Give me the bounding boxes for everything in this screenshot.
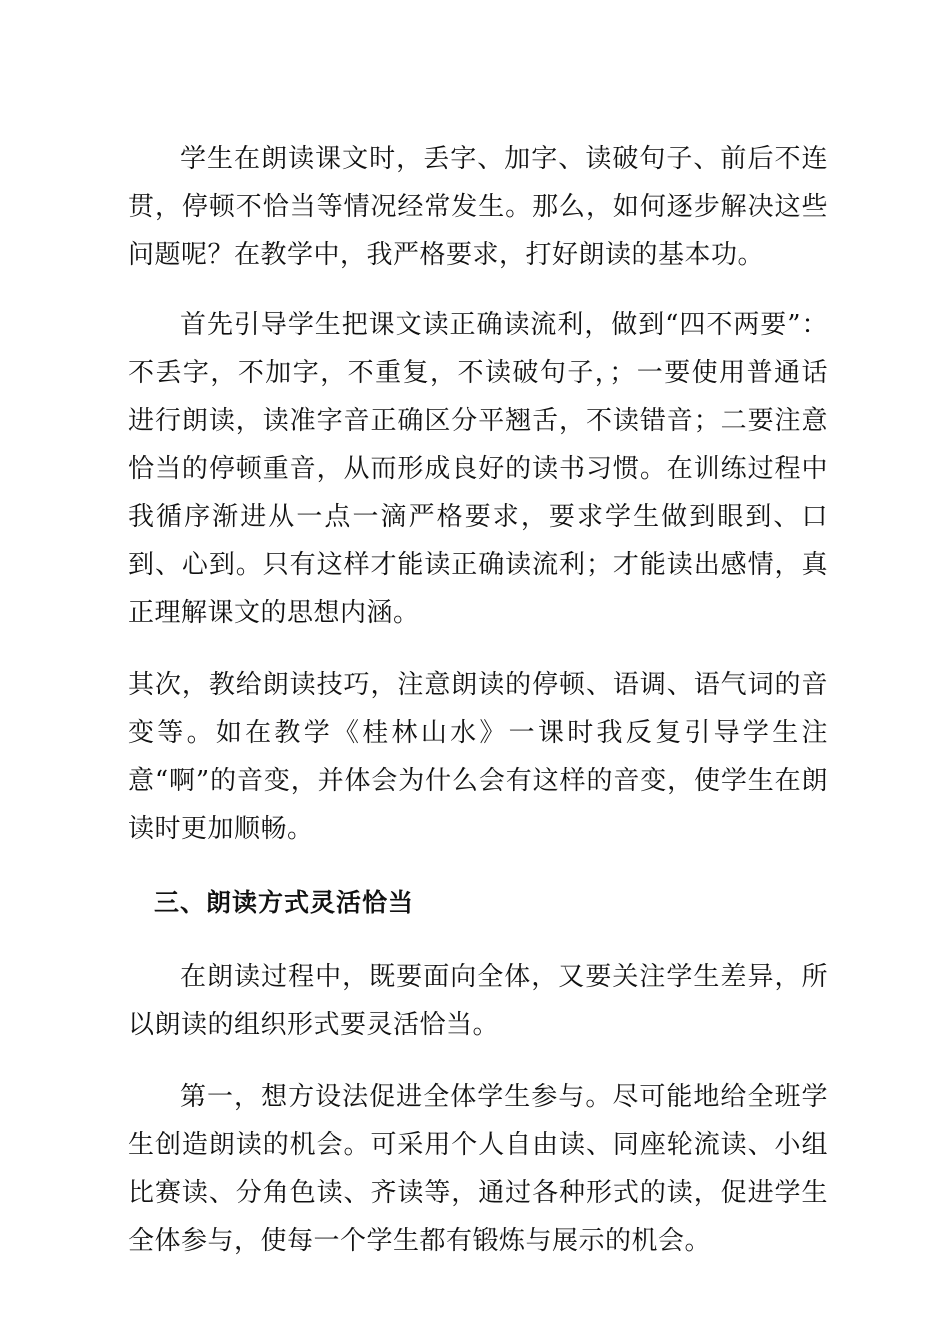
paragraph-reading-skills: 其次，教给朗读技巧，注意朗读的停顿、语调、语气词的音变等。如在教学《桂林山水》一课时我反复引导学生注意“啊”的音变，并体会为什么会有这样的音变，使学生在朗读时更加顺畅。	[128, 670, 828, 844]
document-page	[128, 135, 828, 1289]
paragraph-reading-problems: 学生在朗读课文时，丢字、加字、读破句子、前后不连贯，停顿不恰当等情况经常发生。那么，如何逐步解决这些问题呢？在教学中，我严格要求，打好朗读的基本功。	[128, 144, 828, 270]
paragraph-flexible-organization: 在朗读过程中，既要面向全体，又要关注学生差异，所以朗读的组织形式要灵活恰当。	[128, 962, 828, 1040]
section-heading: 三、朗读方式灵活恰当	[154, 888, 415, 917]
paragraph-full-participation: 第一，想方设法促进全体学生参与。尽可能地给全班学生创造朗读的机会。可采用个人自由读、同座轮流读、小组比赛读、分角色读、齐读等，通过各种形式的读，促进学生全体参与，使每一个学生都有锻炼与展示的机会。	[128, 1082, 828, 1256]
paragraph-four-nots-two-musts: 首先引导学生把课文读正确读流利，做到“四不两要”：不丢字，不加字，不重复，不读破句子，；一要使用普通话进行朗读，读准字音正确区分平翘舌，不读错音；二要注意恰当的停顿重音，从而形成良好的读书习惯。在训练过程中我循序渐进从一点一滴严格要求，要求学生做到眼到、口到、心到。只有这样才能读正确读流利；才能读出感情，真正理解课文的思想内涵。	[128, 310, 828, 628]
